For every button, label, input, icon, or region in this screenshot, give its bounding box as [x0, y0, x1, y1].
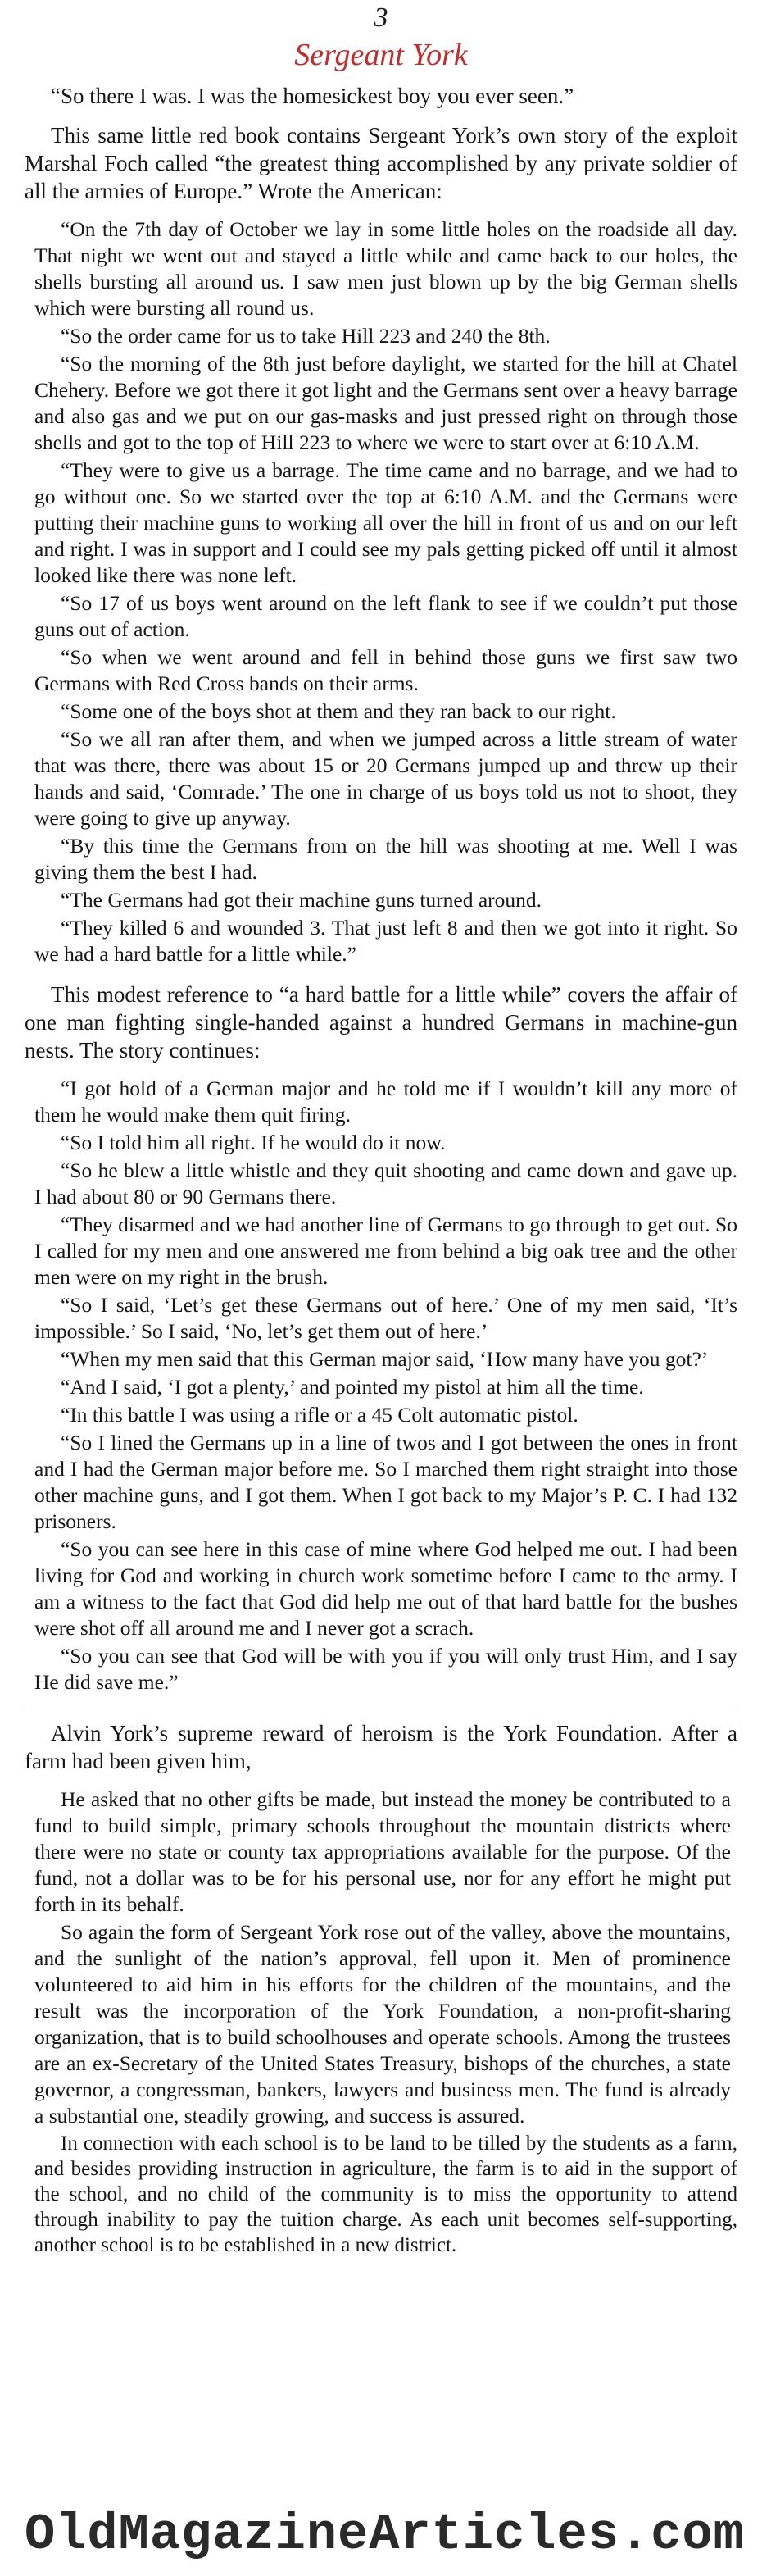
- quoted-paragraph: “So you can see that God will be with you if you will only trust Him, and I say He did save me.”: [34, 1644, 737, 1694]
- paragraph: “So there I was. I was the homesickest boy you ever seen.”: [51, 84, 574, 108]
- page-number: 3: [374, 2, 388, 33]
- quoted-paragraph: “So I lined the Germans up in a line of twos and I got between the ones in front and I had the German major before me. So I marched them right straight into those other machine guns, and I got them. When I got back to my Major’s P. C. I had 132 prisoners.: [34, 1431, 737, 1533]
- paragraph: This same little red book contains Sergeant York’s own story of the exploit Marshal Foch called “the greatest thing accomplished by any private soldier of all the armies of Europe.” Wrote the American:: [25, 123, 737, 203]
- quoted-paragraph: “By this time the Germans from on the hill was shooting at me. Well I was giving them the best I had.: [34, 834, 737, 884]
- article-body: [25, 82, 737, 2260]
- quoted-paragraph: “I got hold of a German major and he told me if I wouldn’t kill any more of them he would make them quit firing.: [34, 1076, 737, 1126]
- quoted-paragraph: “Some one of the boys shot at them and they ran back to our right.: [61, 699, 616, 723]
- quoted-paragraph: “And I said, ‘I got a plenty,’ and pointed my pistol at him all the time.: [61, 1375, 644, 1399]
- quoted-paragraph: “On the 7th day of October we lay in some little holes on the roadside all day. That night we went out and stayed a little while and came back to our holes, the shells bursting all around us. I saw men just blown up by the big German shells which were bursting all round us.: [34, 217, 737, 320]
- site-watermark: OldMagazineArticles.com: [25, 2505, 745, 2564]
- quoted-paragraph: “So the order came for us to take Hill 223 and 240 the 8th.: [61, 324, 551, 348]
- quoted-paragraph: “So I told him all right. If he would do it now.: [61, 1131, 446, 1154]
- quoted-paragraph: “So I said, ‘Let’s get these Germans out of here.’ One of my men said, ‘It’s impossible.’ So I said, ‘No, let’s get them out of here.’: [34, 1293, 737, 1343]
- quoted-paragraph: “So he blew a little whistle and they quit shooting and came down and gave up. I had about 80 or 90 Germans there.: [34, 1158, 737, 1208]
- quoted-paragraph: “So the morning of the 8th just before daylight, we started for the hill at Chatel Chehery. Before we got there it got light and the Germans sent over a heavy barrage and also gas and we put on our gas-masks and just pressed right on through those shells and got to the top of Hill 223 to where we were to start over at 6:10 A.M.: [34, 352, 737, 454]
- article-title: Sergeant York: [294, 38, 468, 72]
- quoted-paragraph: In connection with each school is to be land to be tilled by the students as a farm, and besides providing instruction in agriculture, the farm is to aid in the support of the school, and no child of the community is to miss the opportunity to attend through inability to pay the tuition charge. As each unit becomes self-supporting, another school is to be established in a new district.: [34, 2132, 737, 2256]
- paragraph: This modest reference to “a hard battle for a little while” covers the affair of one man fighting single-handed against a hundred Germans in machine-gun nests. The story continues:: [25, 982, 737, 1063]
- article-page: [25, 0, 745, 2576]
- paragraph: Alvin York’s supreme reward of heroism is the York Foundation. After a farm had been given him,: [25, 1721, 737, 1773]
- quoted-paragraph: “They were to give us a barrage. The time came and no barrage, and we had to go without one. So we started over the top at 6:10 A.M. and the Germans were putting their machine guns to working all over the hill in front of us and on our left and right. I was in support and I could see my pals getting picked off until it almost looked like there was none left.: [34, 458, 737, 587]
- quoted-paragraph: So again the form of Sergeant York rose out of the valley, above the mountains, and the sunlight of the nation’s approval, fell upon it. Men of prominence volunteered to aid him in his efforts for the children of the mountains, and the result was the incorporation of the York Foundation, a non-profit-sharing organization, that is to build schoolhouses and operate schools. Among the trustees are an ex-Secretary of the United States Treasury, bishops of the churches, a state governor, a congressman, bankers, lawyers and business men. The fund is already a substantial one, steadily growing, and success is assured.: [34, 1920, 731, 2128]
- quoted-paragraph: “So when we went around and fell in behind those guns we first saw two Germans with Red Cross bands on their arms.: [34, 645, 737, 695]
- quoted-paragraph: “When my men said that this German major said, ‘How many have you got?’: [61, 1347, 709, 1371]
- quoted-paragraph: “They killed 6 and wounded 3. That just left 8 and then we got into it right. So we had a hard battle for a little while.”: [34, 916, 737, 966]
- quoted-paragraph: “So you can see here in this case of mine where God helped me out. I had been living for God and working in church work sometime before I came to the army. I am a witness to the fact that God did help me out of that hard battle for the bushes were shot off all around me and I never got a scrach.: [34, 1537, 737, 1640]
- quoted-paragraph: “So we all ran after them, and when we jumped across a little stream of water that was there, there was about 15 or 20 Germans jumped up and threw up their hands and said, ‘Comrade.’ The one in charge of us boys told us not to shoot, they were going to give up anyway.: [34, 727, 737, 830]
- quoted-paragraph: He asked that no other gifts be made, but instead the money be contributed to a fund to build simple, primary schools throughout the mountain districts where there were no state or county tax appropriations available for the purpose. Of the fund, not a dollar was to be for his personal use, nor for any effort he might put forth in its behalf.: [34, 1787, 731, 1916]
- quoted-paragraph: “In this battle I was using a rifle or a 45 Colt automatic pistol.: [61, 1403, 578, 1427]
- quoted-paragraph: “The Germans had got their machine guns turned around.: [61, 888, 542, 912]
- quoted-paragraph: “They disarmed and we had another line of Germans to go through to get out. So I called for my men and one answered me from behind a big oak tree and the other men were on my right in the brush.: [34, 1213, 737, 1289]
- quoted-paragraph: “So 17 of us boys went around on the left flank to see if we couldn’t put those guns out of action.: [34, 591, 737, 641]
